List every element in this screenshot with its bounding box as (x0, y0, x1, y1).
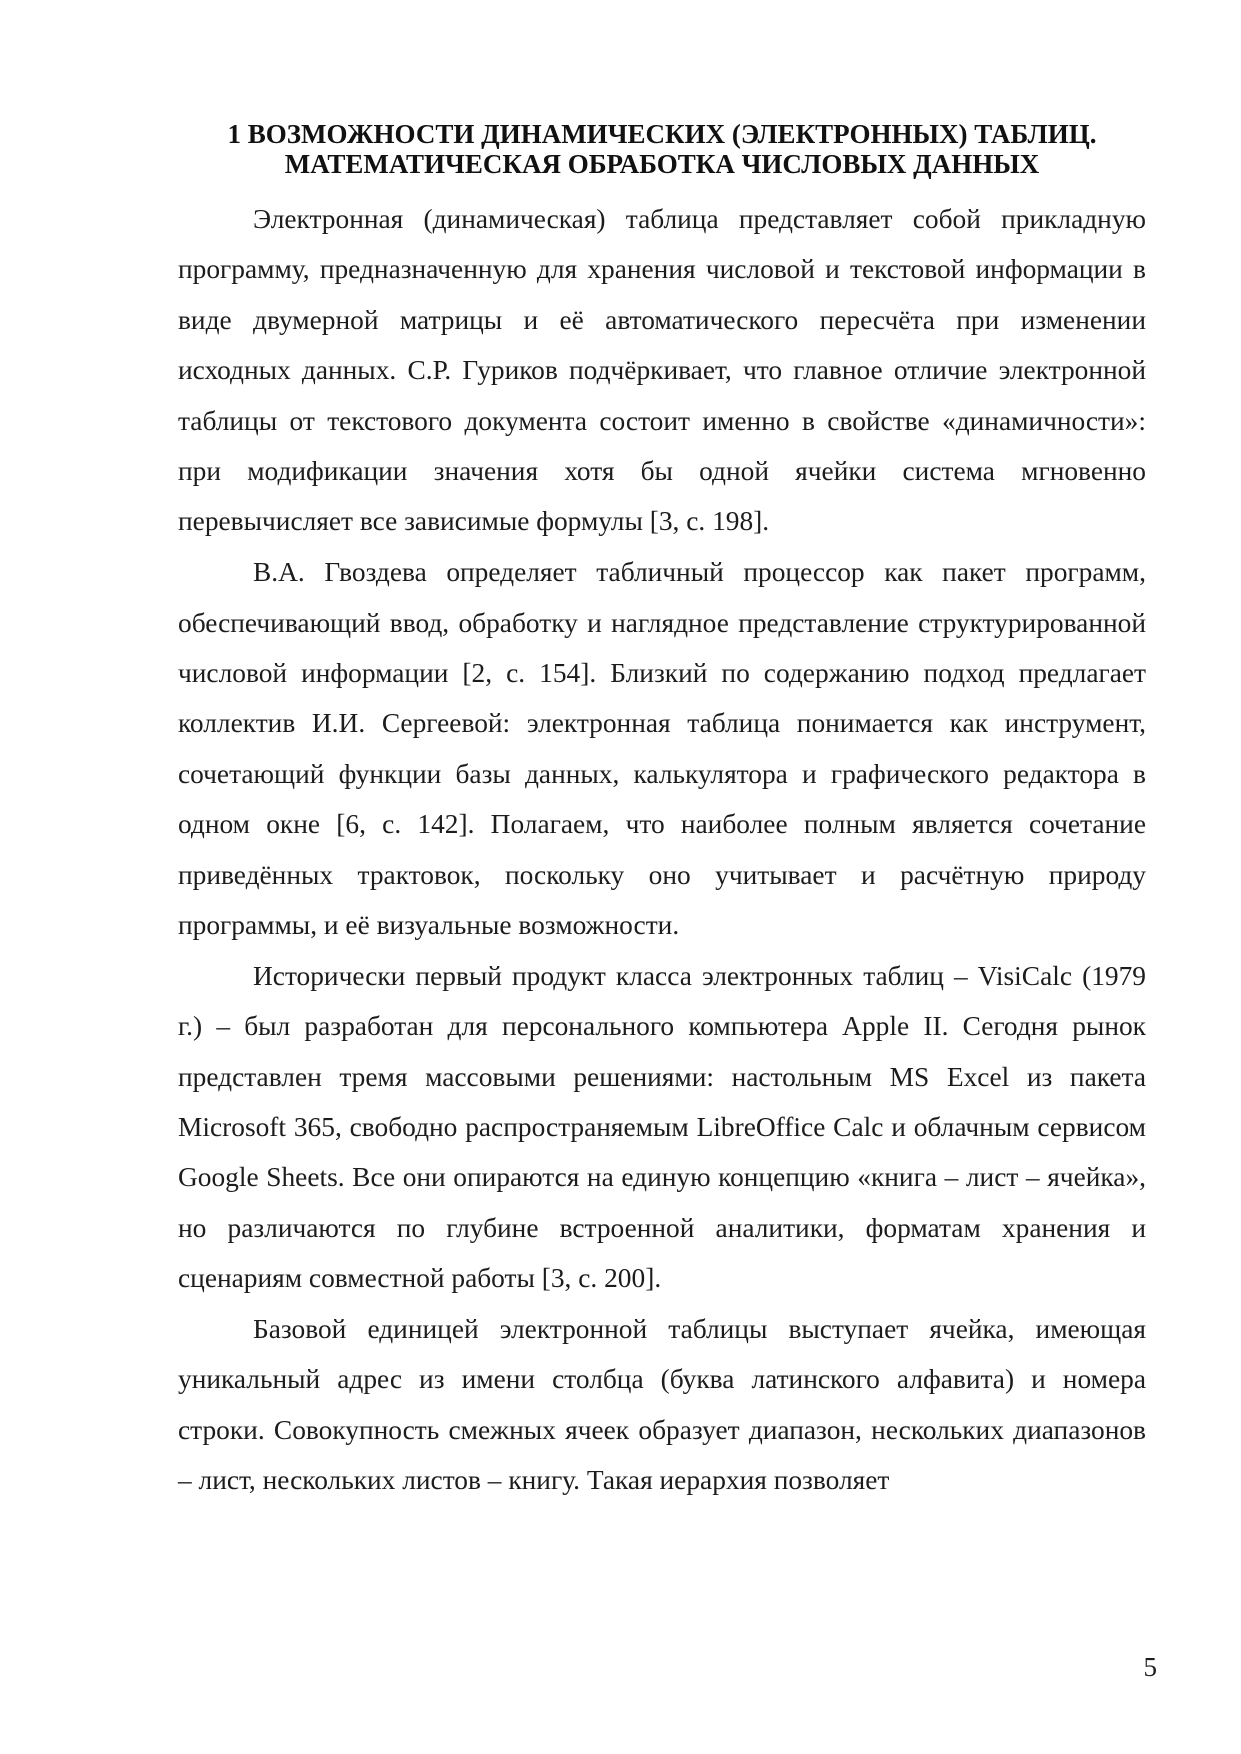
paragraph-2: В.А. Гвоздева определяет табличный процессор как пакет программ, обеспечивающий ввод, обработку и наглядное представление структурированной числовой информации [2, с. 154]. Близкий по содержанию подход предлагает коллектив И.И. Сергеевой: электронная таблица понимается как инструмент, сочетающий функции базы данных, калькулятора и графического редактора в одном окне [6, с. 142]. Полагаем, что наиболее полным является сочетание приведённых трактовок, поскольку оно учитывает и расчётную природу программы, и её визуальные возможности. (178, 557, 1146, 940)
paragraph-3: Исторически первый продукт класса электронных таблиц – VisiCalc (1979 г.) – был разработан для персонального компьютера Apple II. Сегодня рынок представлен тремя массовыми решениями: настольным MS Excel из пакета Microsoft 365, свободно распространяемым LibreOffice Calc и облачным сервисом Google Sheets. Все они опираются на единую концепцию «книга – лист – ячейка», но различаются по глубине встроенной аналитики, форматам хранения и сценариям совместной работы [3, с. 200]. (178, 960, 1146, 1294)
paragraph-4: Базовой единицей электронной таблицы выступает ячейка, имеющая уникальный адрес из имени столбца (буква латинского алфавита) и номера строки. Совокупность смежных ячеек образует диапазон, нескольких диапазонов – лист, нескольких листов – книгу. Такая иерархия позволяет (178, 1313, 1146, 1496)
page-number: 5 (1143, 1652, 1157, 1682)
body-text (178, 194, 1146, 1506)
heading-line-1: 1 ВОЗМОЖНОСТИ ДИНАМИЧЕСКИХ (ЭЛЕКТРОННЫХ) ТАБЛИЦ. (227, 119, 1097, 149)
section-heading (178, 119, 1146, 179)
heading-line-2: МАТЕМАТИЧЕСКАЯ ОБРАБОТКА ЧИСЛОВЫХ ДАННЫХ (284, 149, 1040, 179)
paragraph-1: Электронная (динамическая) таблица представляет собой прикладную программу, предназначенную для хранения числовой и текстовой информации в виде двумерной матрицы и её автоматического пересчёта при изменении исходных данных. С.Р. Гуриков подчёркивает, что главное отличие электронной таблицы от текстового документа состоит именно в свойстве «динамичности»: при модификации значения хотя бы одной ячейки система мгновенно перевычисляет все зависимые формулы [3, с. 198]. (178, 204, 1146, 537)
